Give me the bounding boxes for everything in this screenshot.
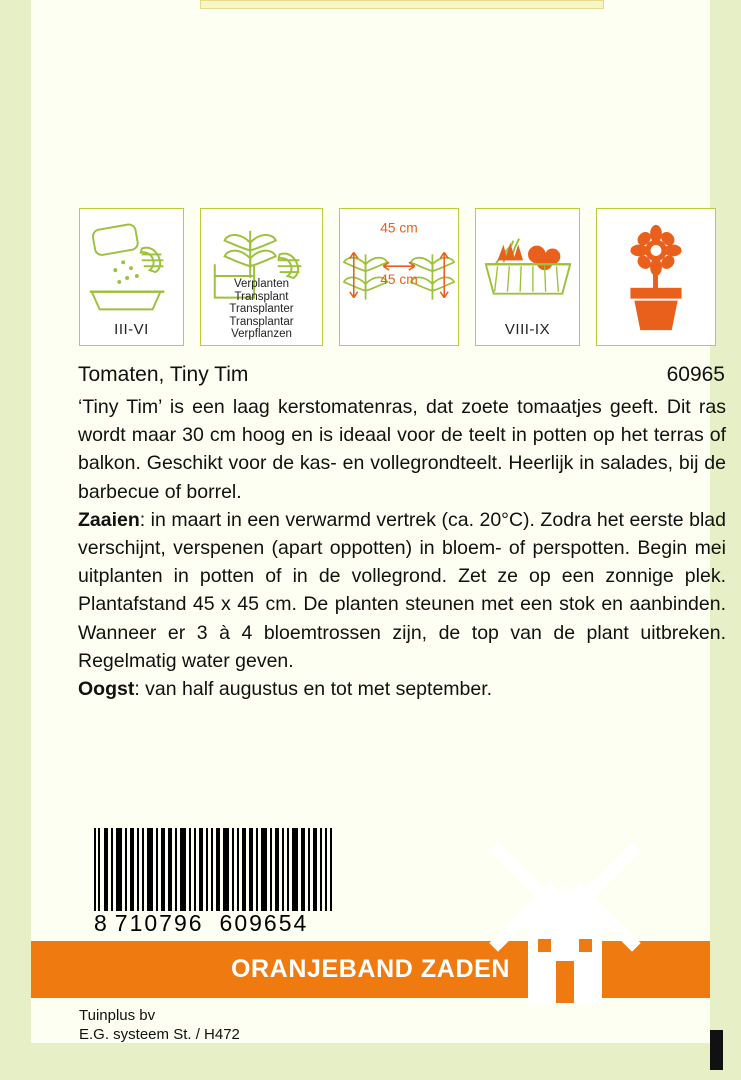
transplant-label-es: Transplantar: [229, 315, 294, 328]
barcode-group-1: 710796: [114, 909, 204, 936]
transplant-label-nl: Verplanten: [234, 278, 289, 291]
footer-system: E.G. systeem St. / H472: [79, 1026, 240, 1043]
harvest-text: : van half augustus en tot met september.: [134, 678, 493, 701]
sowing-period-label: III-VI: [114, 321, 149, 338]
page-title: Tomaten, Tiny Tim: [78, 363, 249, 386]
icon-row: [79, 208, 724, 348]
pot-plant-icon: [596, 208, 716, 346]
transplant-captions: [201, 278, 322, 341]
footer: [79, 1006, 479, 1044]
title-row: [78, 363, 725, 389]
corner-marker: [710, 1030, 723, 1070]
description-intro: ‘Tiny Tim’ is een laag kerstomatenras, dat zoete tomaatjes geeft. Dit ras wordt maar 30 cm hoog en is ideaal voor de teelt in potten op het terras of balkon. Geschikt voor de kas- en vollegrondteelt. Heerlijk in salades, bij de barbecue of borrel.: [78, 396, 726, 503]
transplant-label-en: Transplant: [234, 290, 289, 303]
brand-name: ORANJEBAND ZADEN: [230, 955, 511, 983]
barcode-bars: [94, 828, 334, 911]
product-code: 60965: [666, 363, 725, 386]
description-text: [78, 393, 726, 703]
svg-text:45 cm: 45 cm: [380, 220, 418, 236]
top-strip: [200, 0, 604, 9]
barcode-lead-digit: 8: [94, 909, 108, 936]
svg-text:45 cm: 45 cm: [380, 271, 418, 287]
harvest-basket-icon: [475, 208, 580, 346]
spacing-icon: [339, 208, 459, 346]
sowing-icon: [79, 208, 184, 346]
footer-company: Tuinplus bv: [79, 1007, 156, 1024]
harvest-paragraph: [78, 675, 726, 703]
sowing-text: : in maart in een verwarmd vertrek (ca. 20°C). Zodra het eerste blad verschijnt, verspenen (apart oppotten) in bloem- of perspotten. Begin mei uitplanten in potten of in de vollegrond. Zet ze op een zonnige plek. Plantafstand 45 x 45 cm. De planten steunen met een stok en aanbinden. Wanneer er 3 à 4 bloemtrossen zijn, de top van de plant uitbreken. Regelmatig water geven.: [78, 508, 726, 672]
transplant-label-fr: Transplanter: [229, 303, 294, 316]
harvest-period-label: VIII-IX: [504, 321, 551, 338]
transplant-icon: [200, 208, 323, 346]
windmill-logo: [480, 833, 650, 1003]
sowing-label: Zaaien: [78, 508, 140, 531]
sowing-paragraph: [78, 506, 726, 675]
transplant-label-de: Verpflanzen: [231, 328, 292, 341]
barcode-group-2: 609654: [219, 909, 309, 936]
barcode-digits: [94, 910, 334, 936]
harvest-label: Oogst: [78, 678, 135, 701]
barcode: [94, 828, 334, 938]
